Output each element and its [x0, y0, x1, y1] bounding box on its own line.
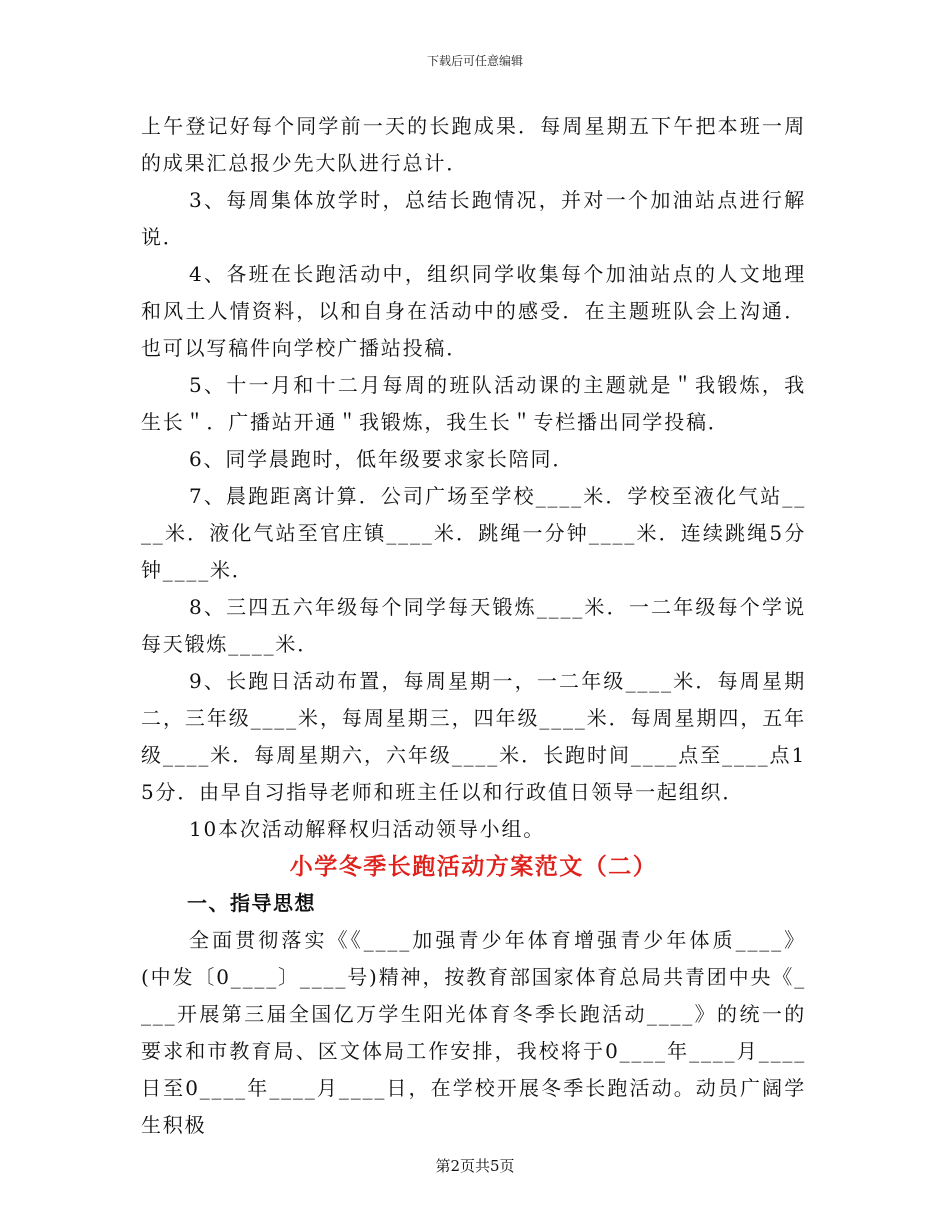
page-header: 下载后可任意编辑 — [426, 54, 523, 68]
paragraph-item-4: 4、各班在长跑活动中，组织同学收集每个加油站点的人文地理和风土人情资料，以和自身在活动中的感受．在主题班队会上沟通．也可以写稿件向学校广播站投稿． — [141, 262, 806, 360]
section-heading: 一、指导思想 — [187, 891, 316, 915]
section-body-paragraph: 全面贯彻落实《《____加强青少年体育增强青少年体质____》(中发〔0____〕____号)精神，按教育部国家体育总局共青团中央《____开展第三届全国亿万学生阳光体育冬季长跑活动____》的统一的要求和市教育局、区文体局工作安排，我校将于0____年____月____日至0____年____月____日，在学校开展冬季长跑活动。动员广阔学生积极 — [141, 928, 806, 1137]
paragraph-item-9: 9、长跑日活动布置，每周星期一，一二年级____米．每周星期二，三年级____米，每周星期三，四年级____米．每周星期四，五年级____米．每周星期六，六年级____米．长跑时间____点至____点15分．由早自习指导老师和班主任以和行政值日领导一起组织． — [141, 669, 806, 804]
paragraph-item-3: 3、每周集体放学时，总结长跑情况，并对一个加油站点进行解说． — [141, 188, 806, 249]
document-body — [141, 108, 806, 1144]
paragraph-item-10: 10本次活动解释权归活动领导小组。 — [189, 817, 546, 841]
paragraph-item-8: 8、三四五六年级每个同学每天锻炼____米．一二年级每个学说每天锻炼____米． — [141, 595, 806, 656]
paragraph-item-5: 5、十一月和十二月每周的班队活动课的主题就是＂我锻炼，我生长＂．广播站开通＂我锻炼，我生长＂专栏播出同学投稿． — [141, 373, 806, 434]
page-footer: 第2页共5页 — [435, 1157, 515, 1175]
paragraph-continuation: 上午登记好每个同学前一天的长跑成果．每周星期五下午把本班一周的成果汇总报少先大队进行总计． — [141, 114, 806, 175]
section-title: 小学冬季长跑活动方案范文（二） — [289, 853, 658, 880]
paragraph-item-7: 7、晨跑距离计算．公司广场至学校____米．学校至液化气站____米．液化气站至官庄镇____米．跳绳一分钟____米．连续跳绳5分钟____米． — [141, 484, 806, 582]
paragraph-item-6: 6、同学晨跑时，低年级要求家长陪同． — [189, 447, 575, 471]
